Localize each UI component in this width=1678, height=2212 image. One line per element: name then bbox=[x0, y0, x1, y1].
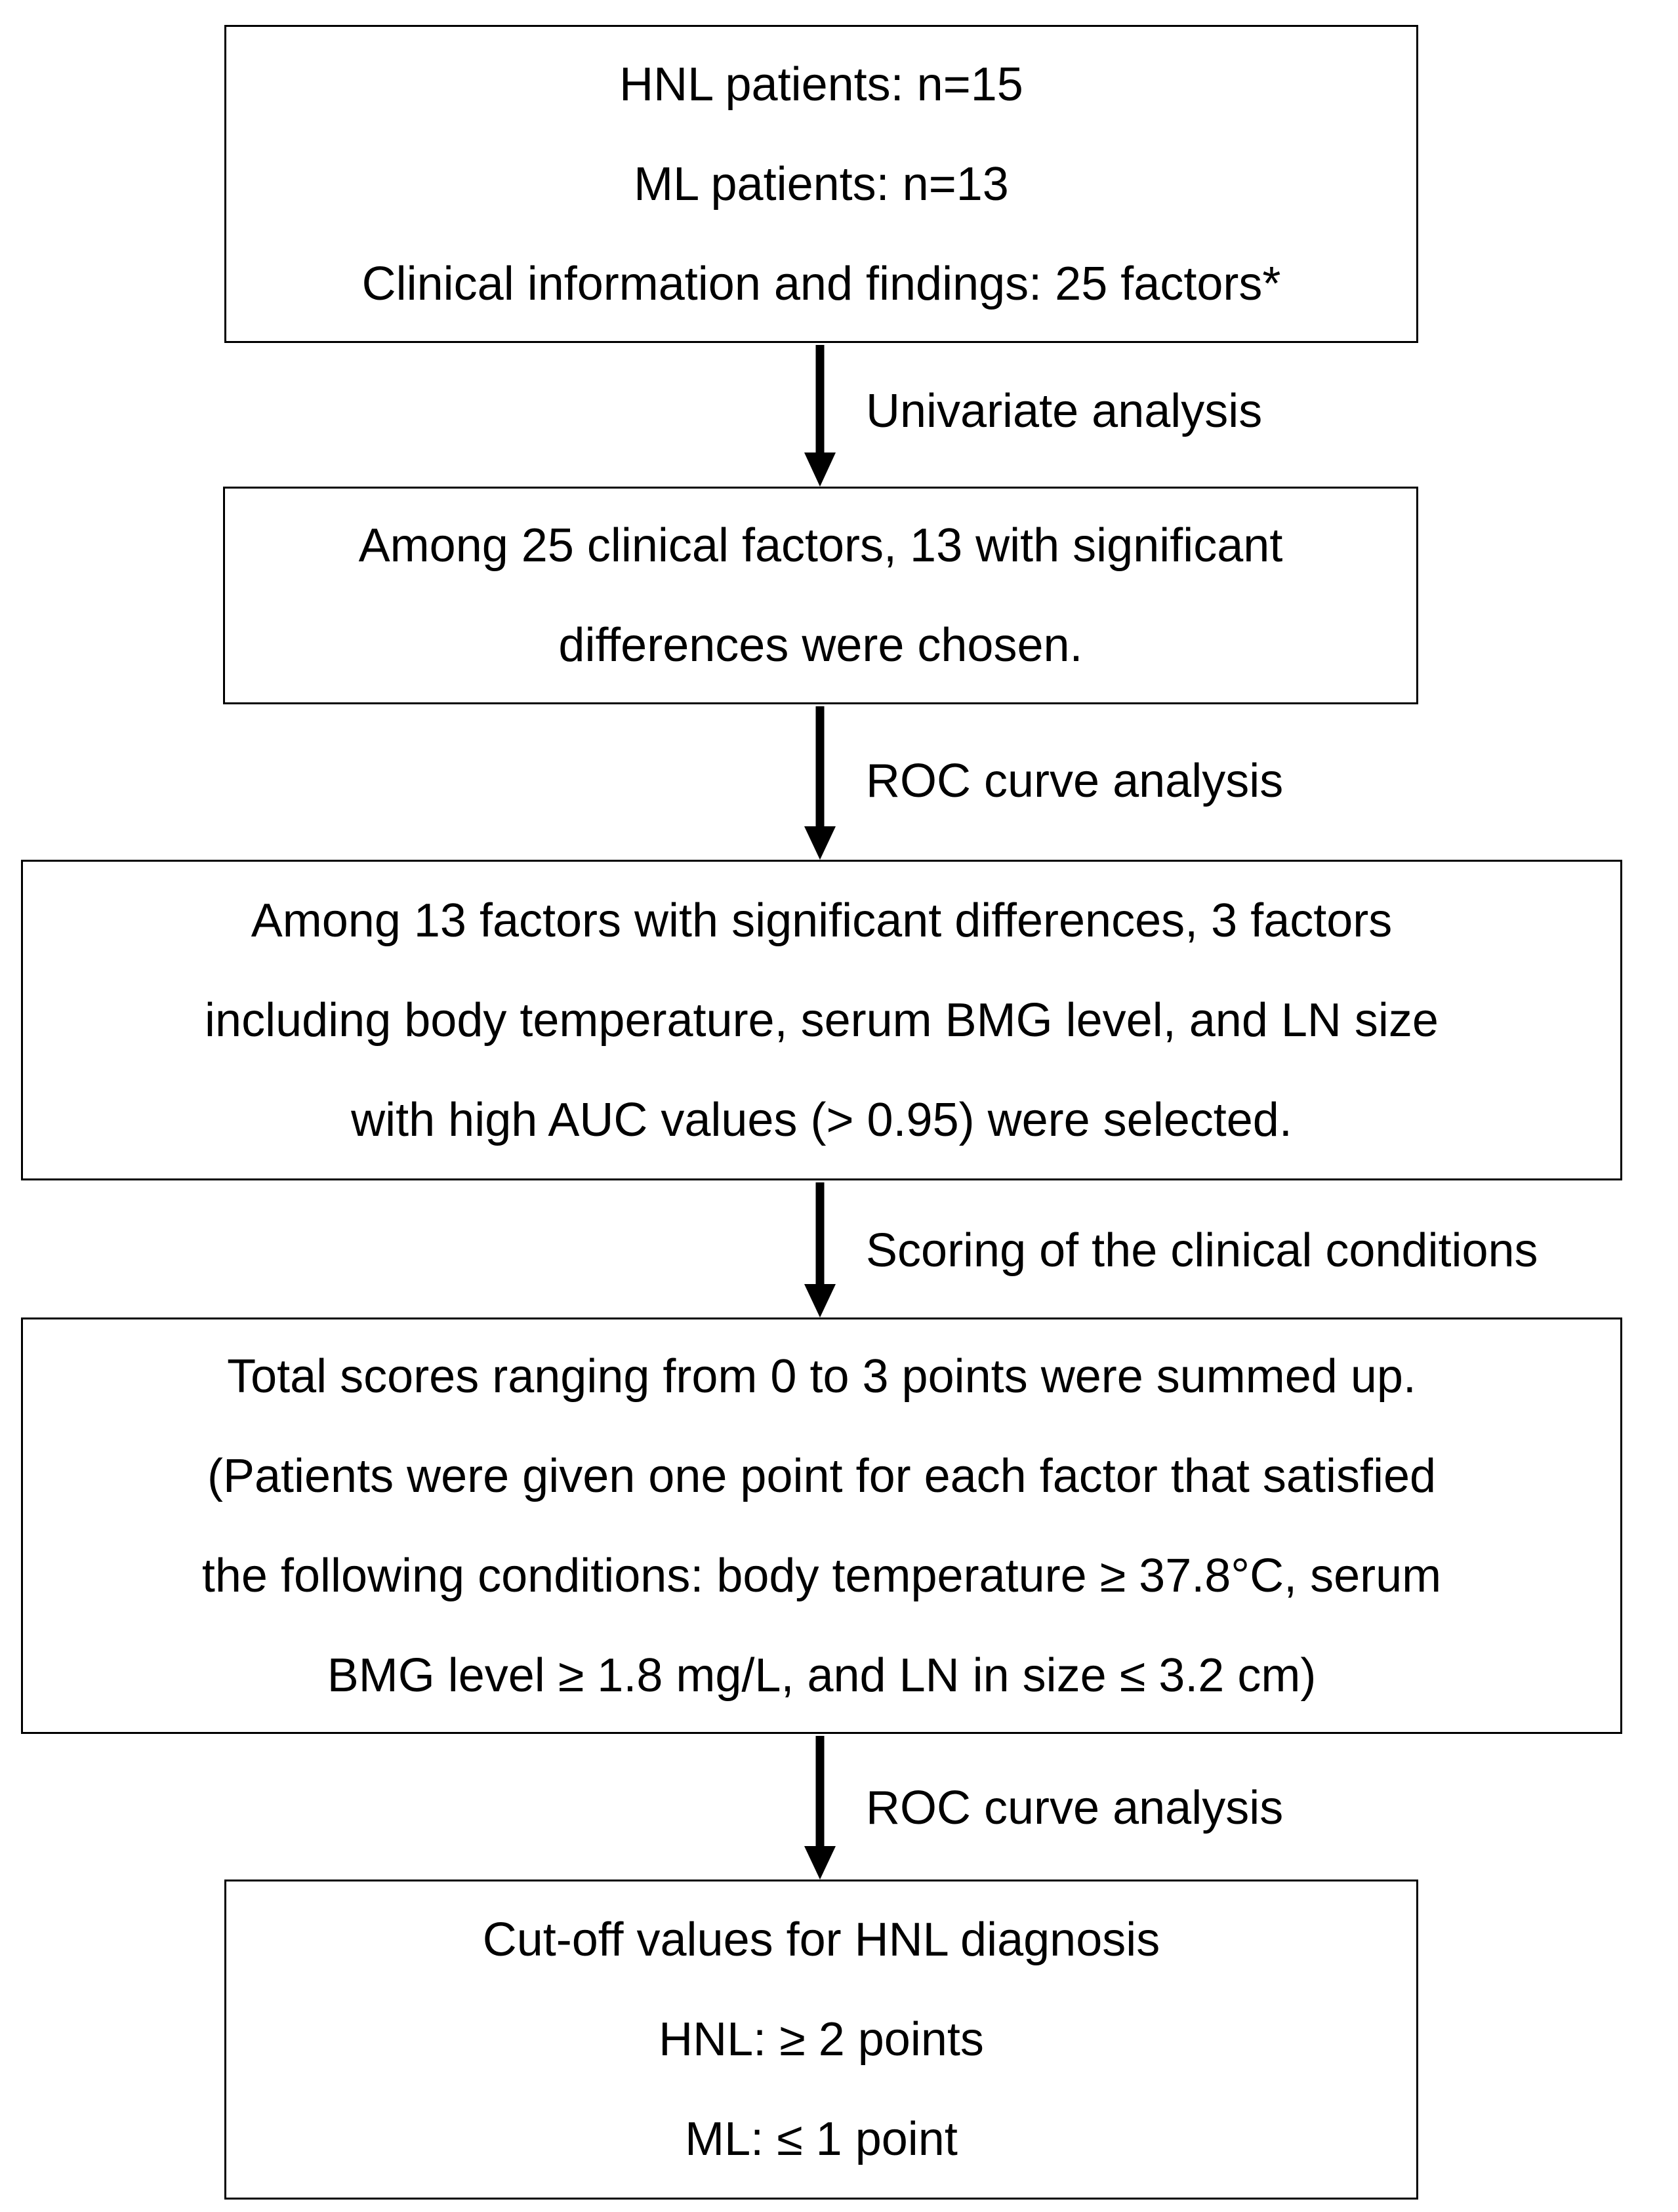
box-line: Among 13 factors with significant differences, 3 factors bbox=[251, 894, 1393, 947]
box-line: ML: ≤ 1 point bbox=[685, 2113, 958, 2165]
arrow-1 bbox=[804, 345, 836, 487]
box-line: Total scores ranging from 0 to 3 points were summed up. bbox=[227, 1350, 1416, 1403]
box-line: HNL: ≥ 2 points bbox=[659, 2013, 984, 2066]
arrow-2 bbox=[804, 706, 836, 860]
box-line: ML patients: n=13 bbox=[634, 157, 1009, 211]
box-line: Among 25 clinical factors, 13 with significant bbox=[358, 519, 1283, 572]
arrow-label-scoring: Scoring of the clinical conditions bbox=[866, 1224, 1538, 1277]
box-line: (Patients were given one point for each factor that satisfied bbox=[207, 1449, 1437, 1502]
box-line: Cut-off values for HNL diagnosis bbox=[482, 1914, 1160, 1966]
box-line: the following conditions: body temperature ≥ 37.8°C, serum bbox=[201, 1549, 1442, 1602]
arrow-label-univariate: Univariate analysis bbox=[866, 385, 1263, 437]
box-line: differences were chosen. bbox=[558, 619, 1083, 672]
arrow-label-roc-1: ROC curve analysis bbox=[866, 755, 1284, 807]
box-line: BMG level ≥ 1.8 mg/L, and LN in size ≤ 3.2 cm) bbox=[327, 1649, 1317, 1702]
arrow-4 bbox=[804, 1736, 836, 1880]
box-line: HNL patients: n=15 bbox=[619, 58, 1023, 111]
arrow-3 bbox=[804, 1182, 836, 1317]
box-line: with high AUC values (> 0.95) were selected. bbox=[351, 1093, 1292, 1146]
arrow-label-roc-2: ROC curve analysis bbox=[866, 1782, 1284, 1834]
box-line: Clinical information and findings: 25 factors* bbox=[361, 257, 1281, 310]
box-line: including body temperature, serum BMG level, and LN size bbox=[205, 994, 1439, 1047]
